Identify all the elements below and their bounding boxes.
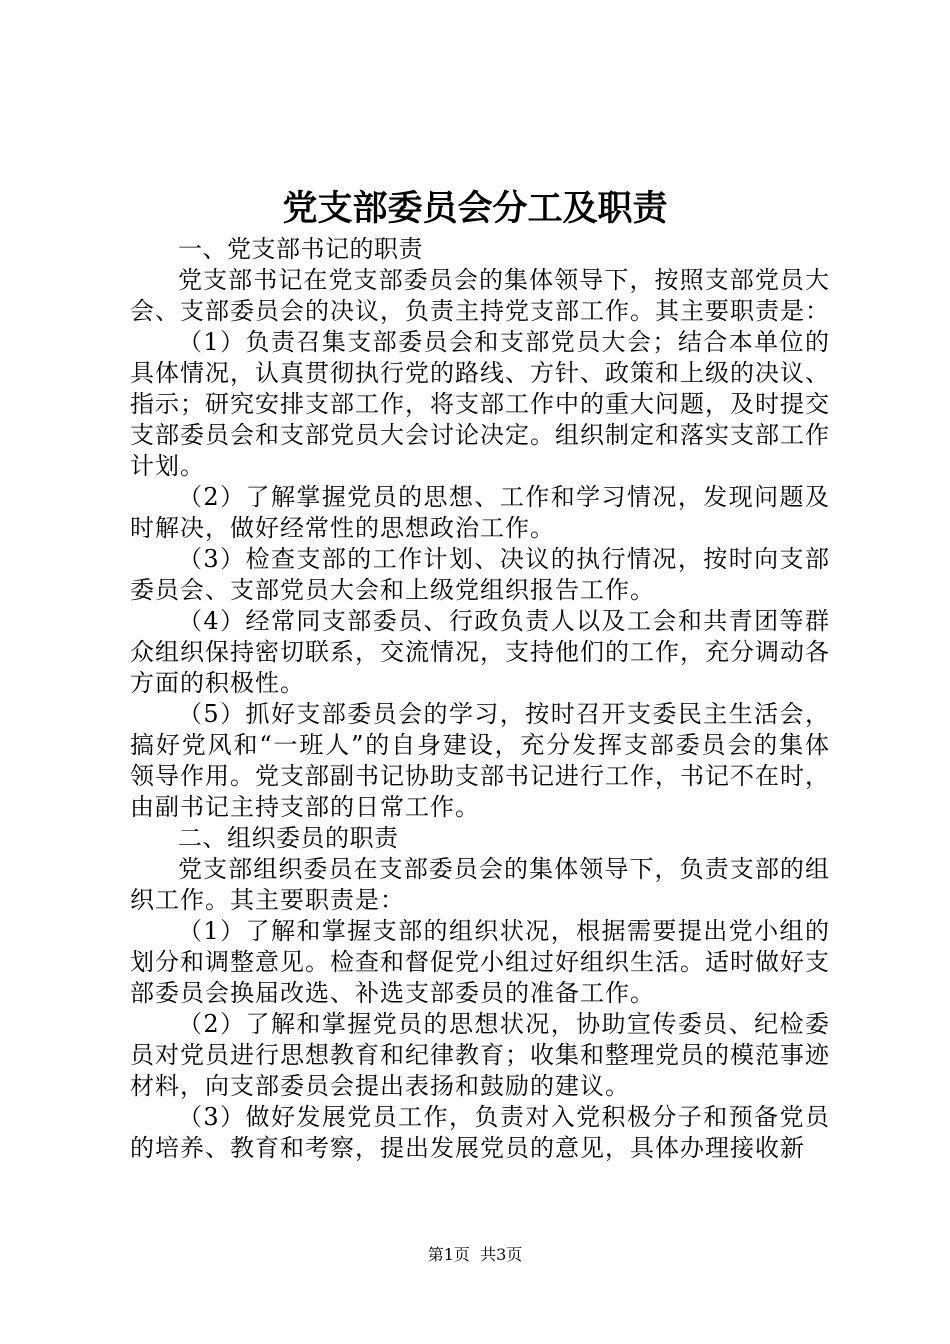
paragraph-organization-intro: 党支部组织委员在支部委员会的集体领导下，负责支部的组织工作。其主要职责是： — [130, 855, 830, 914]
paragraph-organization-duty-2: （2）了解和掌握党员的思想状况，协助宣传委员、纪检委员对党员进行思想教育和纪律教育；收集和整理党员的模范事迹材料，向支部委员会提出表扬和鼓励的建议。 — [130, 1010, 830, 1100]
page-number-label: 第1页 共3页 — [427, 1245, 523, 1264]
section-heading-organization: 二、组织委员的职责 — [178, 824, 399, 852]
paragraph-secretary-duty-1: （1）负责召集支部委员会和支部党员大会；结合本单位的具体情况，认真贯彻执行党的路线、方针、政策和上级的决议、指示；研究安排支部工作，将支部工作中的重大问题，及时提交支部委员会和支部党员大会讨论决定。组织制定和落实支部工作计划。 — [130, 328, 830, 480]
paragraph-secretary-duty-2: （2）了解掌握党员的思想、工作和学习情况，发现问题及时解决，做好经常性的思想政治工作。 — [130, 483, 830, 542]
paragraph-organization-duty-1: （1）了解和掌握支部的组织状况，根据需要提出党小组的划分和调整意见。检查和督促党小组过好组织生活。适时做好支部委员会换届改选、补选支部委员的准备工作。 — [130, 917, 830, 1007]
paragraph-secretary-intro: 党支部书记在党支部委员会的集体领导下，按照支部党员大会、支部委员会的决议，负责主持党支部工作。其主要职责是： — [130, 266, 830, 325]
paragraph-organization-duty-3: （3）做好发展党员工作，负责对入党积极分子和预备党员的培养、教育和考察，提出发展党员的意见，具体办理接收新 — [130, 1103, 830, 1162]
page-footer — [0, 1243, 950, 1267]
document-title: 党支部委员会分工及职责 — [282, 188, 668, 229]
paragraph-secretary-duty-3: （3）检查支部的工作计划、决议的执行情况，按时向支部委员会、支部党员大会和上级党组织报告工作。 — [130, 545, 830, 604]
paragraph-secretary-duty-5: （5）抓好支部委员会的学习，按时召开支委民主生活会，搞好党风和“一班人”的自身建设，充分发挥支部委员会的集体领导作用。党支部副书记协助支部书记进行工作，书记不在时，由副书记主持支部的日常工作。 — [130, 700, 830, 821]
section-heading-secretary: 一、党支部书记的职责 — [178, 235, 423, 263]
paragraph-secretary-duty-4: （4）经常同支部委员、行政负责人以及工会和共青团等群众组织保持密切联系，交流情况，支持他们的工作，充分调动各方面的积极性。 — [130, 607, 830, 697]
document-body — [130, 234, 830, 1164]
